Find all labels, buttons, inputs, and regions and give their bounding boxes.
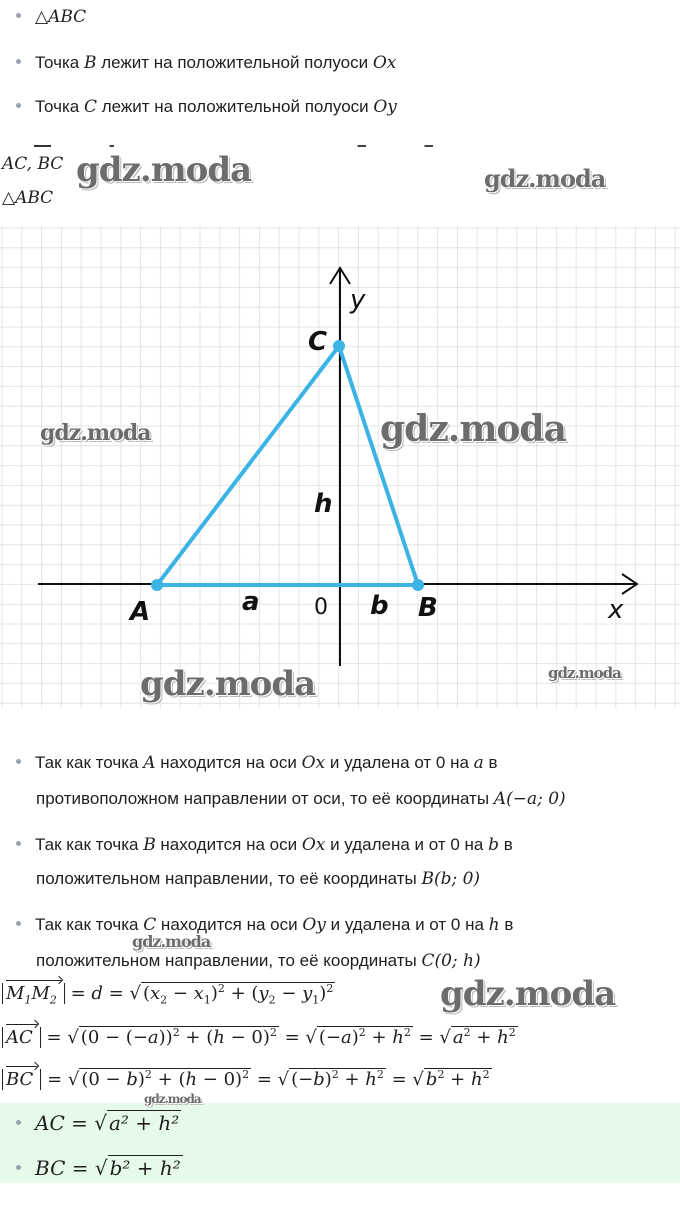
text: противоположном направлении от оси, то её координаты bbox=[36, 789, 494, 808]
watermark: gdz.moda bbox=[548, 664, 621, 682]
explanation-b-line2 bbox=[36, 868, 480, 890]
text: лежит на положительной полуоси bbox=[96, 53, 373, 72]
text: Так как точка bbox=[35, 915, 144, 934]
math-var: a bbox=[473, 753, 484, 773]
math-lhs: BC bbox=[35, 1156, 66, 1180]
explanation-c-line2 bbox=[36, 950, 481, 972]
axis-y-label: y bbox=[350, 285, 366, 315]
text: лежит на положительной полуоси bbox=[97, 97, 374, 116]
math-axis: Oy bbox=[302, 915, 326, 935]
point-c-label: C bbox=[308, 327, 328, 357]
bullet-dot bbox=[16, 921, 21, 926]
bullet-point-b bbox=[16, 52, 396, 74]
explanation-c bbox=[16, 914, 513, 936]
result-ac: AC = √ a² + h² bbox=[16, 1110, 181, 1137]
watermark: gdz.moda bbox=[40, 420, 151, 446]
segment-a-label: a bbox=[242, 587, 260, 617]
math-point: B bbox=[143, 835, 156, 855]
formula-bc: BC = √ $(0 - b)^2 + (h - 0)^2$ = √ $(-b)^2 + h^2$ = √ $b^2 + h^2$ bbox=[2, 1068, 492, 1090]
watermark: gdz.moda bbox=[76, 150, 252, 190]
watermark: gdz.moda bbox=[380, 408, 566, 450]
point-b-dot bbox=[412, 579, 424, 591]
math-coords: B(b; 0) bbox=[421, 869, 481, 889]
math-axis: Ox bbox=[301, 753, 326, 773]
math-lhs: AC bbox=[35, 1111, 65, 1135]
math-var: b bbox=[488, 835, 499, 855]
math-rhs: b² + h² bbox=[109, 1156, 181, 1180]
point-c-dot bbox=[333, 340, 345, 352]
bullet-point-c bbox=[16, 96, 397, 118]
text: находится на оси bbox=[156, 915, 303, 934]
explanation-a-line2 bbox=[36, 788, 566, 810]
origin-label: 0 bbox=[314, 595, 328, 620]
text: в bbox=[483, 753, 498, 772]
point-b-label: B bbox=[418, 593, 438, 623]
text: положительном направлении, то её координаты bbox=[36, 869, 422, 888]
bullet-dot bbox=[16, 1165, 21, 1170]
segment-h-label: h bbox=[314, 489, 333, 519]
math-rhs: a² + h² bbox=[108, 1111, 180, 1135]
watermark: gdz.moda bbox=[140, 664, 316, 704]
text: и удалена и от 0 на bbox=[325, 915, 489, 934]
point-a-label: A bbox=[130, 597, 151, 627]
math-point: C bbox=[143, 915, 157, 935]
result-bc: BC = √ b² + h² bbox=[16, 1155, 183, 1182]
clipped-line bbox=[34, 142, 454, 148]
bullet-dot bbox=[16, 759, 21, 764]
formula-ac: AC = √ $(0 - (-a))^2 + (h - 0)^2$ = √ $(-a)^2 + h^2$ = √ $a^2 + h^2$ bbox=[2, 1026, 518, 1048]
math-var: h bbox=[488, 915, 500, 935]
text: Точка bbox=[35, 97, 84, 116]
watermark: gdz.moda bbox=[484, 164, 606, 193]
bullet-triangle bbox=[16, 6, 86, 28]
cut-line-ac-bc: AC, BC bbox=[2, 154, 64, 174]
segment-b-label: b bbox=[370, 591, 389, 621]
text: Так как точка bbox=[35, 753, 144, 772]
text: находится на оси bbox=[155, 835, 302, 854]
y-axis bbox=[330, 268, 350, 666]
text: в bbox=[499, 915, 514, 934]
formula-distance: $M_1M_2 = d$ = √ $(x_2 - x_1)^2 + (y_2 - y_1)^2$ bbox=[2, 982, 335, 1007]
text: находится на оси bbox=[155, 753, 302, 772]
bullet-dot bbox=[16, 1120, 21, 1125]
math-c: C bbox=[83, 97, 97, 117]
math-b: B bbox=[83, 53, 97, 73]
cut-line-triangle: △ABC bbox=[2, 188, 54, 208]
text: и удалена и от 0 на bbox=[325, 835, 489, 854]
bullet-dot bbox=[16, 59, 21, 64]
text: и удалена от 0 на bbox=[325, 753, 474, 772]
math-point: A bbox=[143, 753, 156, 773]
bullet-dot bbox=[16, 841, 21, 846]
watermark: gdz.moda bbox=[144, 1092, 201, 1106]
math-coords: C(0; h) bbox=[421, 951, 481, 971]
text: положительном направлении, то её координаты bbox=[36, 951, 422, 970]
math-ox: Ox bbox=[372, 53, 397, 73]
coordinate-figure bbox=[0, 226, 680, 708]
axis-x-label: x bbox=[608, 595, 624, 625]
point-a-dot bbox=[151, 579, 163, 591]
text: в bbox=[499, 835, 513, 854]
math-triangle: △ABC bbox=[35, 7, 87, 27]
watermark: gdz.moda bbox=[132, 932, 211, 951]
text: Так как точка bbox=[35, 835, 144, 854]
math-oy: Oy bbox=[373, 97, 397, 117]
explanation-b bbox=[16, 834, 513, 856]
explanation-a bbox=[16, 752, 498, 774]
watermark: gdz.moda bbox=[440, 974, 616, 1014]
math-coords: A(−a; 0) bbox=[493, 789, 566, 809]
bullet-dot bbox=[16, 13, 21, 18]
bullet-dot bbox=[16, 103, 21, 108]
math-axis: Ox bbox=[301, 835, 326, 855]
text: Точка bbox=[35, 53, 84, 72]
